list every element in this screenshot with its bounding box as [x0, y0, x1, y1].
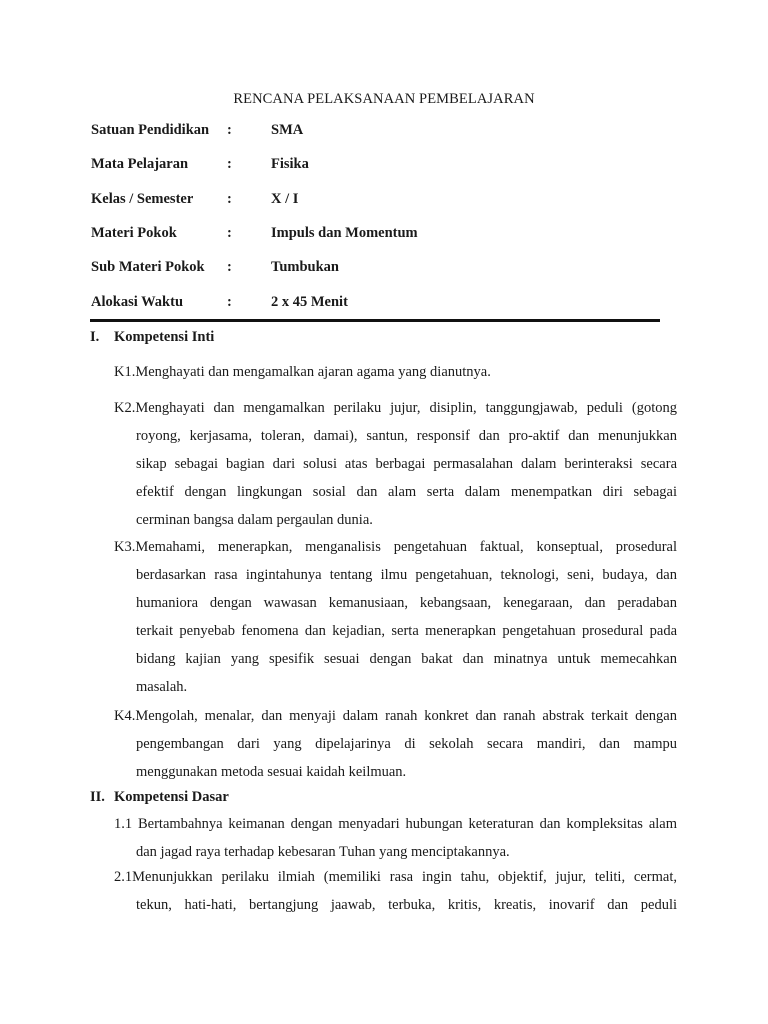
identity-label: Mata Pelajaran	[91, 156, 189, 172]
identity-colon: :	[227, 259, 232, 275]
section-heading-kompetensi-inti	[90, 329, 214, 346]
kd-item-1-1	[114, 810, 677, 866]
identity-colon: :	[227, 122, 232, 138]
document-title: RENCANA PELAKSANAAN PEMBELAJARAN	[233, 91, 535, 107]
section-title: Kompetensi Dasar	[114, 789, 229, 805]
ki-item-k1	[114, 358, 677, 386]
paragraph-line: K1.Menghayati dan mengamalkan ajaran agama yang dianutnya.	[114, 364, 491, 380]
paragraph-line: humaniora dengan wawasan kemanusiaan, kebangsaan, kenegaraan, dan peradaban	[136, 595, 677, 611]
paragraph-line: sikap sebagai bagian dari solusi atas berbagai permasalahan dalam berinteraksi secara	[136, 456, 677, 472]
paragraph-line: pengembangan dari yang dipelajarinya di sekolah secara mandiri, dan mampu	[136, 736, 677, 752]
ki-item-k2	[114, 394, 677, 534]
paragraph-line: masalah.	[136, 679, 188, 695]
paragraph-line: 1.1 Bertambahnya keimanan dengan menyadari hubungan keteraturan dan kompleksitas alam	[114, 816, 677, 832]
section-number: I.	[90, 329, 100, 345]
section-number: II.	[90, 789, 105, 805]
identity-value: Impuls dan Momentum	[271, 225, 418, 241]
identity-value: Tumbukan	[271, 259, 339, 275]
section-heading-kompetensi-dasar	[90, 789, 229, 806]
paragraph-line: cerminan bangsa dalam pergaulan dunia.	[136, 512, 373, 528]
identity-label: Alokasi Waktu	[91, 294, 184, 310]
horizontal-rule	[90, 319, 660, 322]
ki-item-k3	[114, 533, 677, 701]
paragraph-line: terkait penyebab fenomena dan kejadian, serta menerapkan pengetahuan prosedural pada	[136, 623, 677, 639]
kd-item-2-1	[114, 863, 677, 919]
paragraph-line: bidang kajian yang spesifik sesuai dengan bakat dan minatnya untuk memecahkan	[136, 651, 677, 667]
paragraph-line: efektif dengan lingkungan sosial dan alam serta dalam menempatkan diri sebagai	[136, 484, 677, 500]
paragraph-line: dan jagad raya terhadap kebesaran Tuhan yang menciptakannya.	[136, 844, 510, 860]
identity-value: 2 x 45 Menit	[271, 294, 348, 310]
paragraph-line: K4.Mengolah, menalar, dan menyaji dalam ranah konkret dan ranah abstrak terkait dengan	[114, 708, 677, 724]
paragraph-line: 2.1Menunjukkan perilaku ilmiah (memiliki rasa ingin tahu, objektif, jujur, teliti, cermat,	[114, 869, 677, 885]
ki-item-k4	[114, 702, 677, 786]
paragraph-line: tekun, hati-hati, bertangjung jaawab, terbuka, kritis, kreatis, inovarif dan peduli	[136, 897, 677, 913]
identity-label: Kelas / Semester	[91, 191, 194, 207]
paragraph-line: berdasarkan rasa ingintahunya tentang ilmu pengetahuan, teknologi, seni, budaya, dan	[136, 567, 677, 583]
identity-value: X / I	[271, 191, 299, 207]
identity-value: SMA	[271, 122, 304, 138]
identity-value: Fisika	[271, 156, 309, 172]
paragraph-line: royong, kerjasama, toleran, damai), santun, responsif dan pro-aktif dan menunjukkan	[136, 428, 677, 444]
identity-colon: :	[227, 294, 232, 310]
identity-colon: :	[227, 191, 232, 207]
identity-colon: :	[227, 225, 232, 241]
paragraph-line: K2.Menghayati dan mengamalkan perilaku jujur, disiplin, tanggungjawab, peduli (gotong	[114, 400, 677, 416]
paragraph-line: menggunakan metoda sesuai kaidah keilmuan.	[136, 764, 407, 780]
section-title: Kompetensi Inti	[114, 329, 215, 345]
identity-colon: :	[227, 156, 232, 172]
identity-label: Sub Materi Pokok	[91, 259, 205, 275]
identity-label: Satuan Pendidikan	[91, 122, 210, 138]
paragraph-line: K3.Memahami, menerapkan, menganalisis pengetahuan faktual, konseptual, prosedural	[114, 539, 677, 555]
identity-label: Materi Pokok	[91, 225, 177, 241]
